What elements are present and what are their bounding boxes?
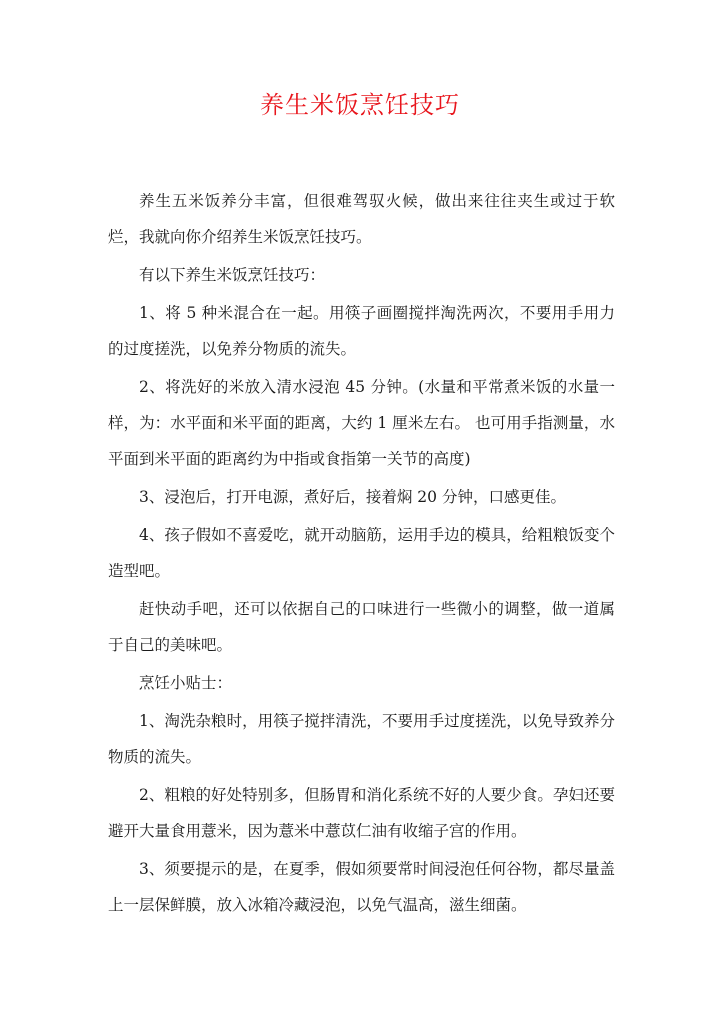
paragraph-step-1: 1、将 5 种米混合在一起。用筷子画圈搅拌淘洗两次，不要用手用力的过度搓洗，以免养分物质的流失。 (108, 304, 615, 358)
paragraph-encouragement: 赶快动手吧，还可以依据自己的口味进行一些微小的调整，做一道属于自己的美味吧。 (108, 600, 615, 654)
paragraph-step-4: 4、孩子假如不喜爱吃，就开动脑筋，运用手边的模具，给粗粮饭变个造型吧。 (108, 526, 615, 580)
document-title: 养生米饭烹饪技巧 (260, 91, 460, 119)
document-body (108, 183, 615, 925)
paragraph-tips-heading: 有以下养生米饭烹饪技巧： (139, 266, 326, 284)
paragraph-tip-1: 1、淘洗杂粮时，用筷子搅拌清洗，不要用手过度搓洗，以免导致养分物质的流失。 (108, 712, 615, 766)
paragraph-intro: 养生五米饭养分丰富，但很难驾驭火候，做出来往往夹生或过于软烂，我就向你介绍养生米饭烹饪技巧。 (108, 192, 615, 246)
paragraph-tip-2: 2、粗粮的好处特别多，但肠胃和消化系统不好的人要少食。孕妇还要避开大量食用薏米，因为薏米中薏苡仁油有收缩子宫的作用。 (108, 786, 615, 840)
paragraph-cooking-tips-heading: 烹饪小贴士： (139, 674, 233, 692)
paragraph-step-3: 3、浸泡后，打开电源，煮好后，接着焖 20 分钟，口感更佳。 (139, 488, 566, 506)
paragraph-tip-3: 3、须要提示的是，在夏季，假如须要常时间浸泡任何谷物，都尽量盖上一层保鲜膜，放入冰箱冷藏浸泡，以免气温高，滋生细菌。 (108, 860, 615, 914)
paragraph-step-2: 2、将洗好的米放入清水浸泡 45 分钟。(水量和平常煮米饭的水量一样，为：水平面和米平面的距离，大约 1 厘米左右。 也可用手指测量，水平面到米平面的距离约为中指或食指第一关节的高度) (108, 378, 615, 468)
